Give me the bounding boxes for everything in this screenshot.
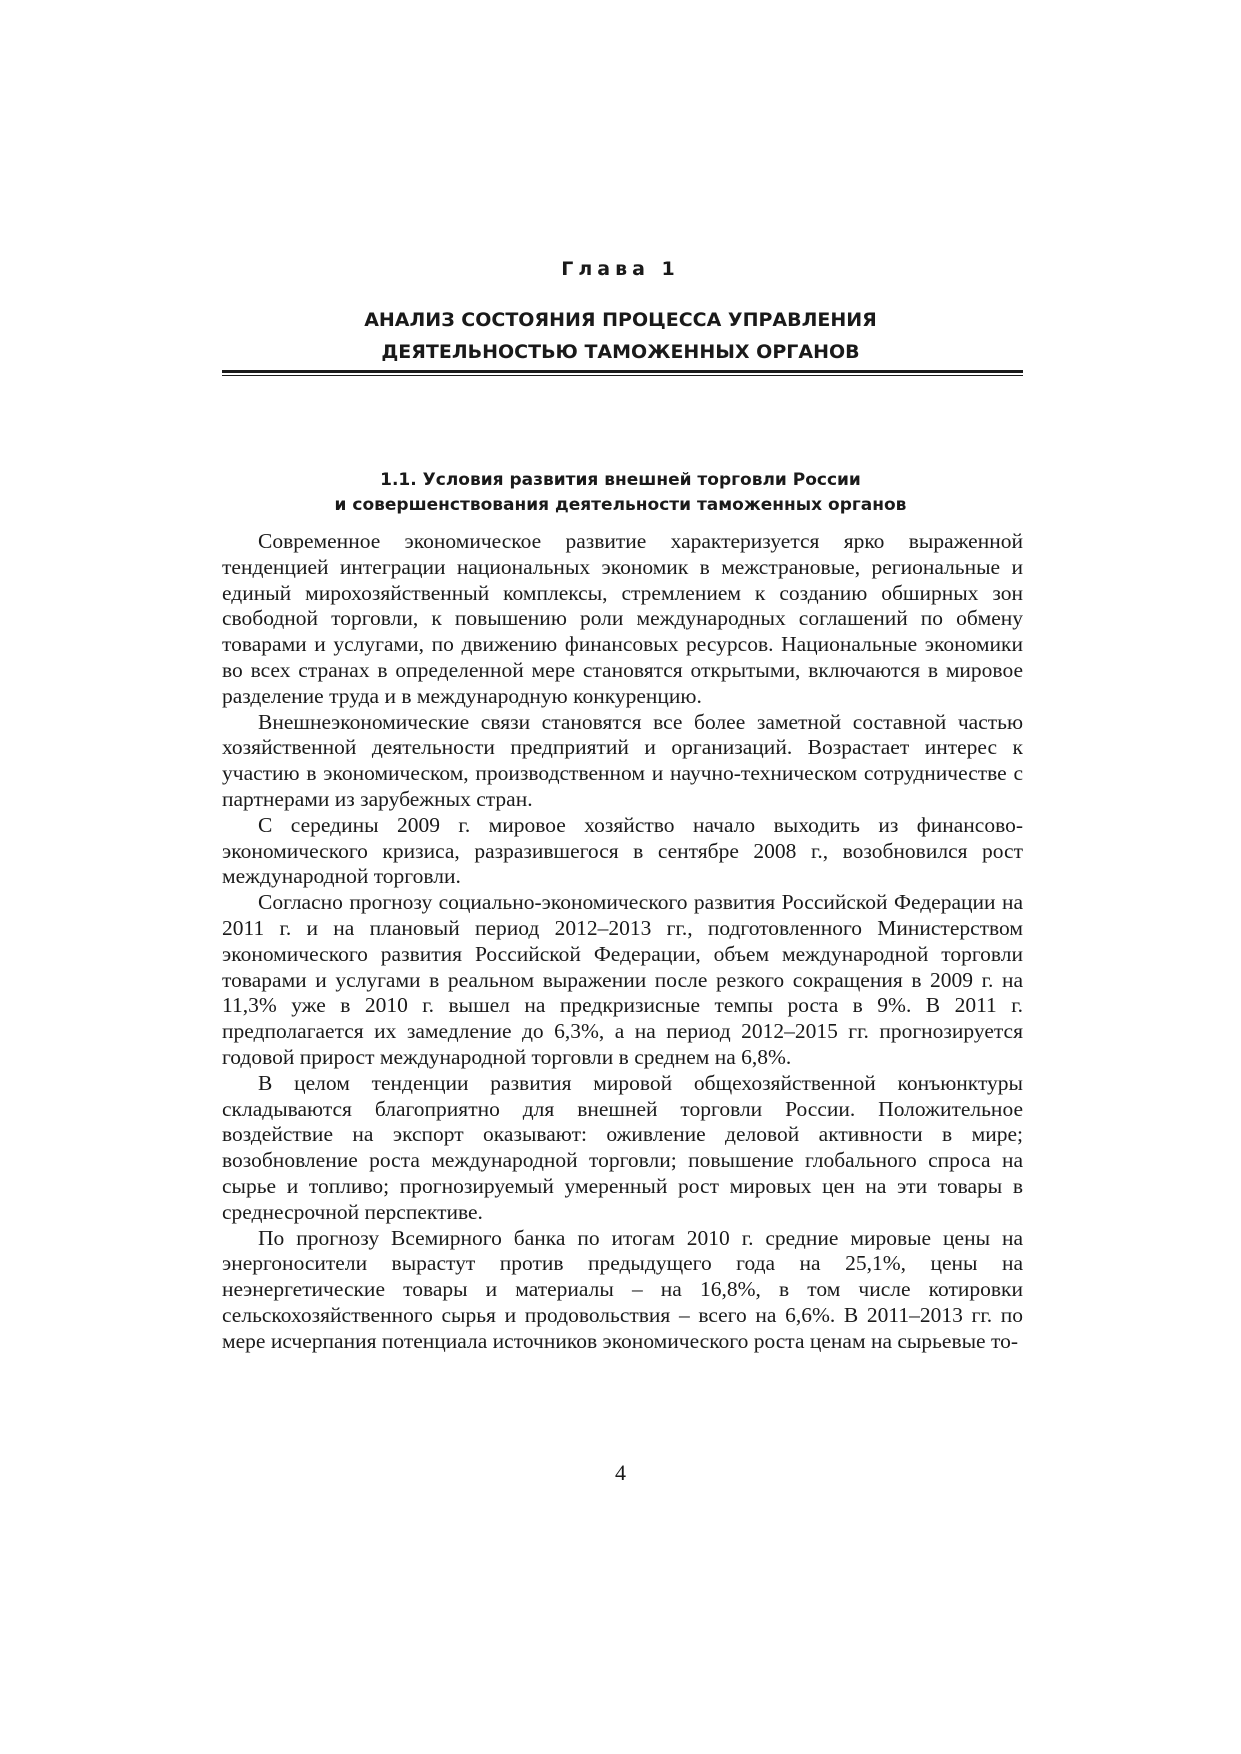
body-text xyxy=(222,529,1023,1355)
chapter-label: Глава 1 xyxy=(561,258,680,280)
page-number: 4 xyxy=(615,1460,626,1485)
section-title-line-2: и совершенствования деятельности таможенных органов xyxy=(334,495,907,515)
paragraph: Согласно прогнозу социально-экономического развития Российской Федерации на 2011 г. и на плановый период 2012–2013 гг., подготовленного Министерством экономического развития Российской Федерации, объем международной торговли товарами и услугами в реальном выражении после резкого сокращения в 2009 г. на 11,3% уже в 2010 г. вышел на предкризисные темпы роста в 9%. В 2011 г. предполагается их замедление до 6,3%, а на период 2012–2015 гг. прогнозируется годовой прирост международной торговли в среднем на 6,8%. xyxy=(222,890,1023,1069)
chapter-title-line-1: АНАЛИЗ СОСТОЯНИЯ ПРОЦЕССА УПРАВЛЕНИЯ xyxy=(364,309,877,331)
paragraph: По прогнозу Всемирного банка по итогам 2010 г. средние мировые цены на энергоносители вырастут против предыдущего года на 25,1%, цены на неэнергетические товары и материалы – на 16,8%, в том числе котировки сельскохозяйственного сырья и продовольствия – всего на 6,6%. В 2011–2013 гг. по мере исчерпания потенциала источников экономического роста ценам на сырьевые то- xyxy=(222,1225,1023,1353)
chapter-divider-rule xyxy=(222,370,1023,376)
paragraph: В целом тенденции развития мировой общехозяйственной конъюнктуры складываются благоприятно для внешней торговли России. Положительное воздействие на экспорт оказывают: оживление деловой активности в мире; возобновление роста международной торговли; повышение глобального спроса на сырье и топливо; прогнозируемый умеренный рост мировых цен на эти товары в среднесрочной перспективе. xyxy=(222,1070,1023,1224)
paragraph: Современное экономическое развитие характеризуется ярко выраженной тенденцией интеграции национальных экономик в межстрановые, региональные и единый мирохозяйственный комплексы, стремлением к созданию обширных зон свободной торговли, к повышению роли международных соглашений по обмену товарами и услугами, по движению финансовых ресурсов. Национальные экономики во всех странах в определенной мере становятся открытыми, включаются в мировое разделение труда и в международную конкуренцию. xyxy=(222,529,1023,708)
chapter-title xyxy=(0,304,1241,368)
chapter-title-line-2: ДЕЯТЕЛЬНОСТЬЮ ТАМОЖЕННЫХ ОРГАНОВ xyxy=(381,341,860,363)
paragraph: Внешнеэкономические связи становятся все более заметной составной частью хозяйственной деятельности предприятий и организаций. Возрастает интерес к участию в экономическом, производственном и научно-техническом сотрудничестве с партнерами из зарубежных стран. xyxy=(222,709,1023,811)
section-title-line-1: 1.1. Условия развития внешней торговли России xyxy=(380,470,861,490)
paragraph: С середины 2009 г. мировое хозяйство начало выходить из финансово-экономического кризиса, разразившегося в сентябре 2008 г., возобновился рост международной торговли. xyxy=(222,812,1023,889)
section-title xyxy=(0,468,1241,518)
